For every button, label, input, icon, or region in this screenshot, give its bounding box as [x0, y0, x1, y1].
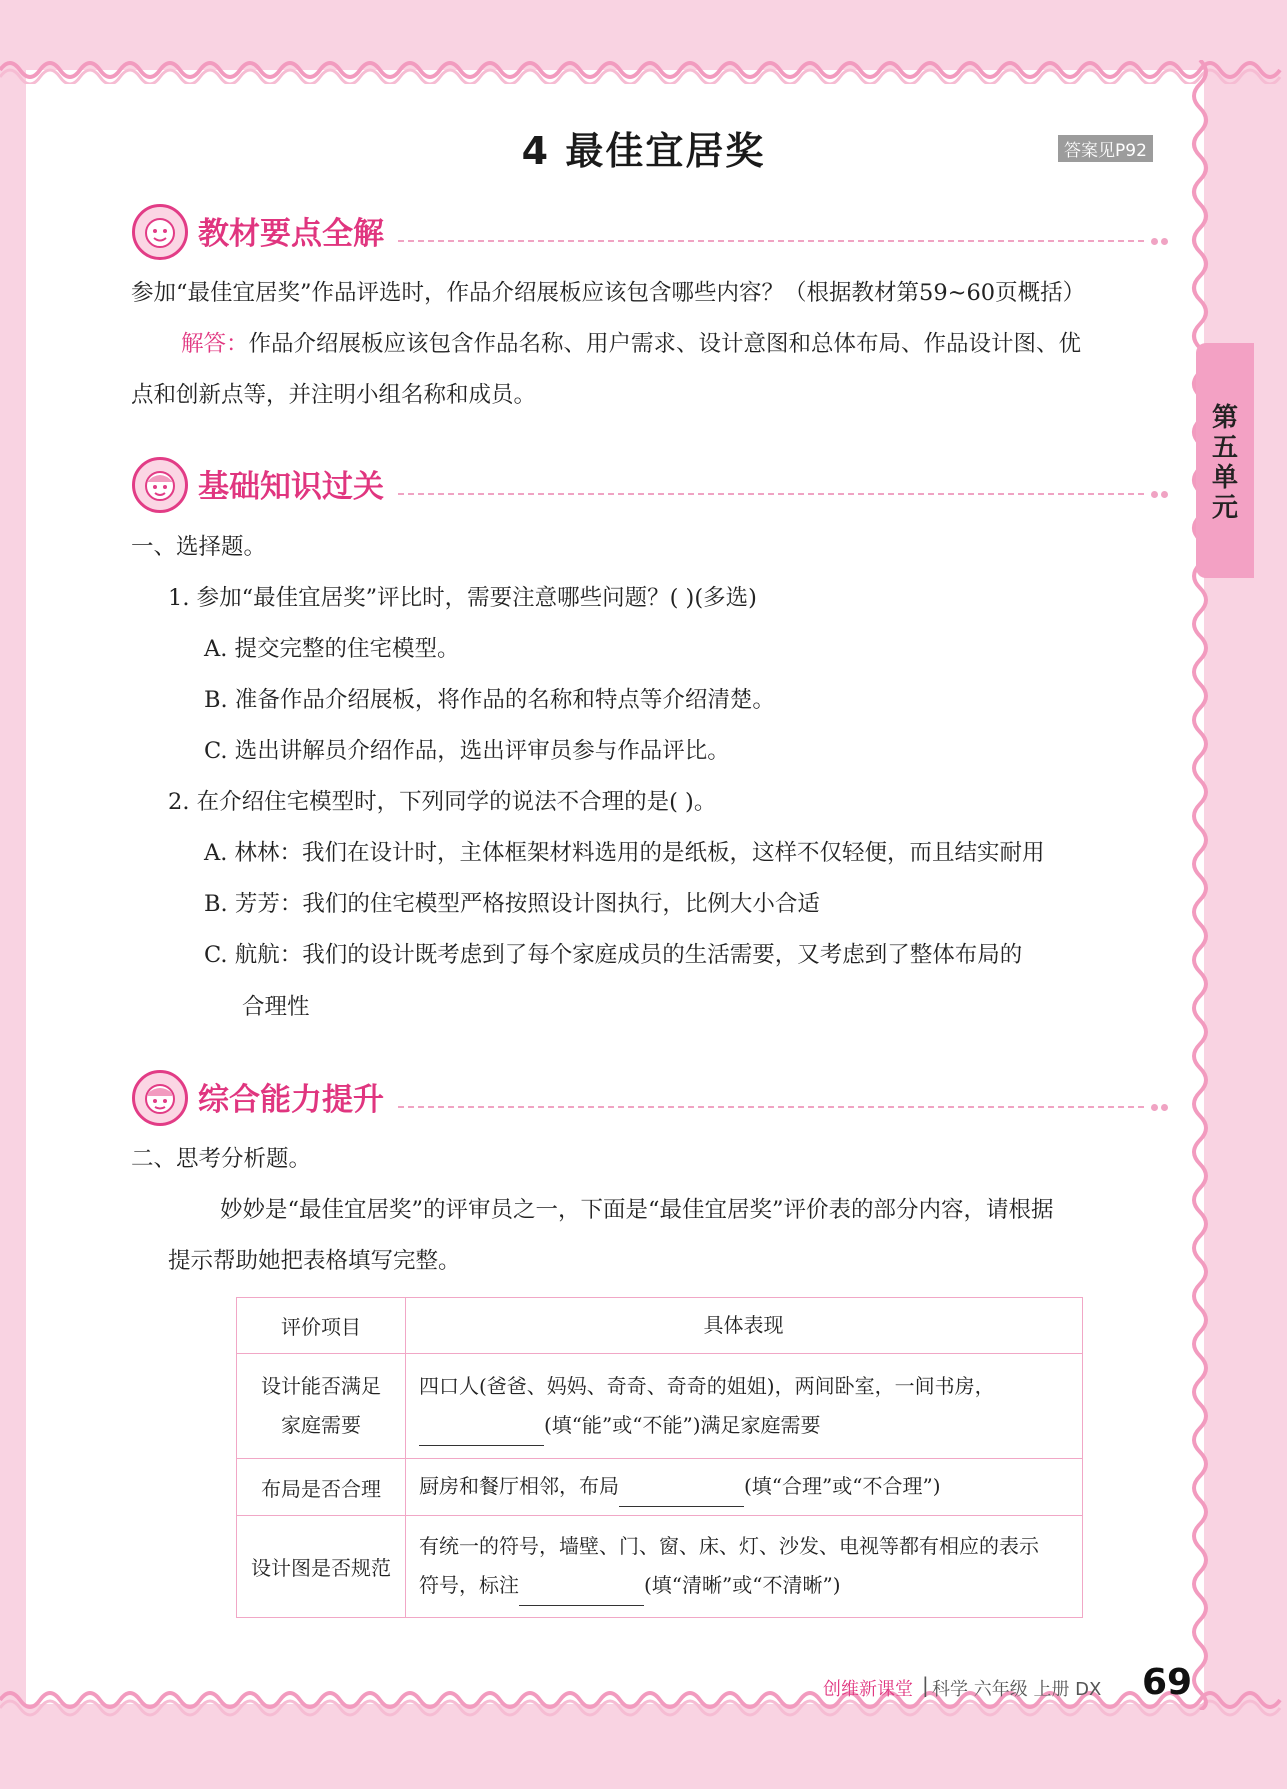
answer-reference-badge: 答案见P92 [1058, 135, 1153, 162]
footer-separator: | [922, 1673, 929, 1697]
answer-label: 解答： [181, 331, 249, 357]
row3-text-a: 符号，标注 [419, 1573, 519, 1597]
section-heading-label: 综合能力提升 [198, 1082, 384, 1118]
heading-dots [1148, 230, 1168, 249]
answer-line-2: 点和创新点等，并注明小组名称和成员。 [131, 382, 537, 408]
section-heading-advanced [128, 1066, 1168, 1126]
analysis-intro-line-2: 提示帮助她把表格填写完整。 [168, 1248, 461, 1274]
question-2-option-b: B. 芳芳：我们的住宅模型严格按照设计图执行，比例大小合适 [204, 891, 820, 917]
row1-item-line1: 设计能否满足 [261, 1374, 381, 1398]
row3-text-b: (填“清晰”或“不清晰”) [644, 1573, 841, 1597]
question-2-option-c: C. 航航：我们的设计既考虑到了每个家庭成员的生活需要，又考虑到了整体布局的 [204, 942, 1023, 968]
table-cell-detail [406, 1459, 1083, 1516]
table-cell-detail [406, 1354, 1083, 1459]
part-two-title: 二、思考分析题。 [131, 1146, 312, 1172]
fill-in-blank[interactable] [519, 1566, 644, 1606]
footer-meta: 科学 六年级 上册 DX [932, 1679, 1102, 1700]
page-footer [820, 1662, 1193, 1705]
fill-in-blank[interactable] [419, 1406, 544, 1446]
row1-text-line1: 四口人(爸爸、妈妈、奇奇、奇奇的姐姐)，两间卧室，一间书房， [419, 1373, 995, 1398]
heading-dashed-rule [398, 240, 1144, 242]
page-number: 69 [1142, 1662, 1193, 1703]
footer-brand: 创维新课堂 [823, 1679, 913, 1700]
fill-in-blank[interactable] [619, 1467, 744, 1507]
table-header-item: 评价项目 [237, 1298, 406, 1354]
unit-side-tab [1196, 343, 1254, 578]
heading-dashed-rule [398, 1106, 1144, 1108]
row1-text-line2 [419, 1406, 1081, 1446]
table-cell-detail [406, 1516, 1083, 1618]
row1-item-line2: 家庭需要 [281, 1413, 361, 1437]
section-heading-key-points [128, 200, 1168, 260]
heading-dots [1148, 1096, 1168, 1115]
question-1-option-a: A. 提交完整的住宅模型。 [204, 636, 460, 662]
table-header-detail: 具体表现 [406, 1298, 1083, 1354]
table-cell-item: 布局是否合理 [237, 1459, 406, 1516]
answer-text-1: 作品介绍展板应该包含作品名称、用户需求、设计意图和总体布局、作品设计图、优 [248, 331, 1082, 357]
table-cell-item [237, 1354, 406, 1459]
row2-text-b: (填“合理”或“不合理”) [744, 1474, 941, 1498]
row2-text-a: 厨房和餐厅相邻，布局 [419, 1474, 619, 1498]
row3-text-line2 [419, 1566, 1081, 1606]
cartoon-face-icon [132, 204, 188, 260]
question-2-option-c-continued: 合理性 [242, 994, 310, 1020]
table-row [237, 1516, 1083, 1618]
question-1-option-c: C. 选出讲解员介绍作品，选出评审员参与作品评比。 [204, 738, 730, 764]
table-header-row [237, 1298, 1083, 1354]
cartoon-girl-icon [132, 457, 188, 513]
table-cell-item: 设计图是否规范 [237, 1516, 406, 1618]
evaluation-table [236, 1297, 1083, 1618]
lesson-title: 4 最佳宜居奖 [521, 129, 766, 173]
question-2-option-a: A. 林林：我们在设计时，主体框架材料选用的是纸板，这样不仅轻便，而且结实耐用 [204, 840, 1045, 866]
heading-dashed-rule [398, 493, 1144, 495]
part-one-title: 一、选择题。 [131, 534, 267, 560]
right-wave-border [1188, 60, 1222, 1710]
table-row [237, 1459, 1083, 1516]
question-2-stem: 2. 在介绍住宅模型时，下列同学的说法不合理的是( )。 [168, 789, 717, 815]
question-1-option-b: B. 准备作品介绍展板，将作品的名称和特点等介绍清楚。 [204, 687, 775, 713]
analysis-intro-line-1: 妙妙是“最佳宜居奖”的评审员之一，下面是“最佳宜居奖”评价表的部分内容，请根据 [220, 1197, 1054, 1223]
row3-text-line1: 有统一的符号，墙壁、门、窗、床、灯、沙发、电视等都有相应的表示 [419, 1534, 1039, 1558]
table-row [237, 1354, 1083, 1459]
row1-text-line2-label: (填“能”或“不能”)满足家庭需要 [544, 1412, 821, 1437]
key-question: 参加“最佳宜居奖”作品评选时，作品介绍展板应该包含哪些内容？（根据教材第59~60页概括） [131, 280, 1086, 306]
heading-dots [1148, 483, 1168, 502]
section-heading-label: 基础知识过关 [198, 469, 384, 505]
section-heading-label: 教材要点全解 [198, 216, 384, 252]
section-heading-basic [128, 453, 1168, 513]
cartoon-boy-icon [132, 1070, 188, 1126]
unit-side-tab-label: 第五单元 [1211, 403, 1238, 523]
top-wave-border [0, 50, 1287, 84]
question-1-stem: 1. 参加“最佳宜居奖”评比时，需要注意哪些问题？( )(多选) [168, 585, 757, 611]
answer-line-1 [181, 329, 1081, 359]
